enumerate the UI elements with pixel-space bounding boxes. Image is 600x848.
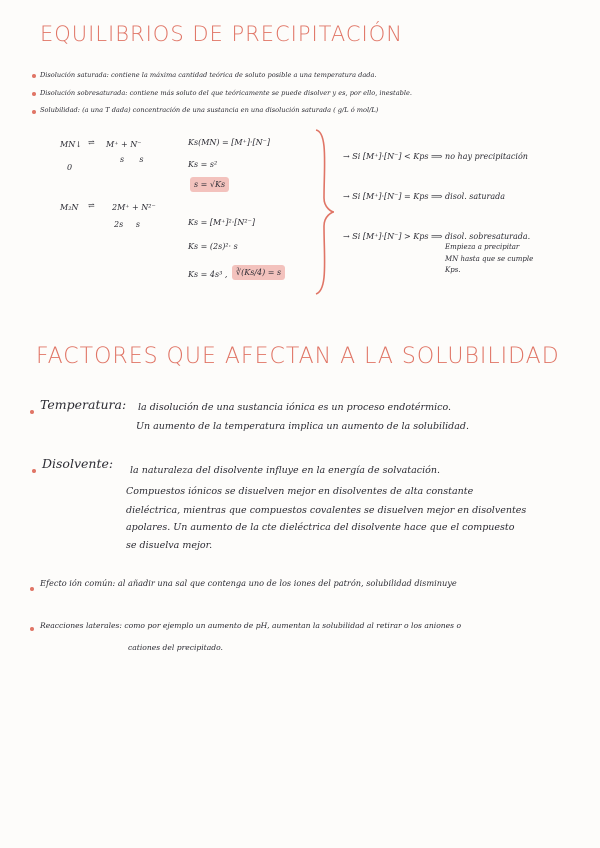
- eq2-ks-equation: Ks = (2s)²· s: [188, 242, 238, 251]
- eq1-ks-equation: Ks = s²: [188, 160, 218, 169]
- factor-label-temperatura: Temperatura:: [40, 397, 127, 412]
- eq2-s-values: 2s s: [114, 220, 141, 229]
- brace-icon: [312, 128, 336, 296]
- equilibrium-arrow-icon: ⇌: [88, 138, 95, 147]
- eq2-ks-final: Ks = 4s³ ,: [188, 270, 228, 279]
- eq1-left: MN↓: [60, 140, 82, 149]
- condition-note-2: MN hasta que se cumple: [445, 255, 534, 263]
- definition-solubilidad: Solubilidad: (a una T dada) concentración de una sustancia en una disolución saturada ( g/L ó mol/L): [40, 106, 379, 114]
- bullet-dot: [30, 627, 34, 631]
- factor-text-line: Un aumento de la temperatura implica un aumento de la solubilidad.: [136, 421, 469, 432]
- condition-note-1: Empieza a precipitar: [445, 243, 520, 251]
- section-title: FACTORES QUE AFECTAN A LA SOLUBILIDAD: [36, 344, 560, 369]
- reacciones-laterales-cont: cationes del precipitado.: [128, 643, 223, 652]
- eq1-ks-definition: Ks(MN) = [M⁺]·[N⁻]: [188, 138, 270, 147]
- eq2-result-highlight: ∛(Ks/4) = s: [232, 265, 285, 280]
- eq1-init: 0: [67, 163, 73, 172]
- definition-sobresaturada: Disolución sobresaturada: contiene más soluto del que teóricamente se puede disolver y es, por ello, inestable.: [40, 89, 412, 97]
- eq2-ks-definition: Ks = [M⁺]²·[N²⁻]: [188, 218, 255, 227]
- bullet-dot: [32, 110, 36, 114]
- bullet-dot: [30, 587, 34, 591]
- reacciones-laterales: Reacciones laterales: como por ejemplo un aumento de pH, aumentan la solubilidad al retirar o los aniones o: [40, 621, 462, 630]
- bullet-dot: [32, 469, 36, 473]
- equilibrium-arrow-icon: ⇌: [88, 201, 95, 210]
- bullet-dot: [30, 410, 34, 414]
- definition-saturada: Disolución saturada: contiene la máxima cantidad teórica de soluto posible a una temperatura dada.: [40, 71, 377, 79]
- factor-text-line: apolares. Un aumento de la cte dieléctrica del disolvente hace que el compuesto: [126, 522, 515, 533]
- factor-label-disolvente: Disolvente:: [42, 456, 114, 471]
- factor-text-line: la naturaleza del disolvente influye en la energía de solvatación.: [130, 465, 440, 476]
- eq1-right: M⁺ + N⁻: [106, 140, 142, 149]
- efecto-ion-comun: Efecto ión común: al añadir una sal que contenga uno de los iones del patrón, solubilidad disminuye: [40, 578, 457, 588]
- eq2-left: M₂N: [60, 203, 79, 212]
- factor-text-line: dieléctrica, mientras que compuestos covalentes se disuelven mejor en disolventes: [126, 505, 527, 516]
- eq1-result-highlight: s = √Ks: [190, 177, 229, 192]
- page-title: EQUILIBRIOS DE PRECIPITACIÓN: [40, 22, 403, 46]
- condition-saturada: → Si [M⁺]·[N⁻] = Kps ⟹ disol. saturada: [343, 192, 506, 201]
- factor-text-line: Compuestos iónicos se disuelven mejor en disolventes de alta constante: [126, 486, 474, 497]
- eq1-s-values: s s: [120, 155, 144, 164]
- condition-note-3: Kps.: [445, 266, 461, 274]
- bullet-dot: [32, 74, 36, 78]
- factor-text-line: se disuelva mejor.: [126, 540, 213, 551]
- condition-sobresaturada: → Si [M⁺]·[N⁻] > Kps ⟹ disol. sobresaturada.: [343, 232, 531, 241]
- eq2-right: 2M⁺ + N²⁻: [112, 203, 156, 212]
- condition-no-precipitacion: → Si [M⁺]·[N⁻] < Kps ⟹ no hay precipitación: [343, 152, 528, 161]
- bullet-dot: [32, 92, 36, 96]
- factor-text-line: la disolución de una sustancia iónica es un proceso endotérmico.: [138, 402, 452, 413]
